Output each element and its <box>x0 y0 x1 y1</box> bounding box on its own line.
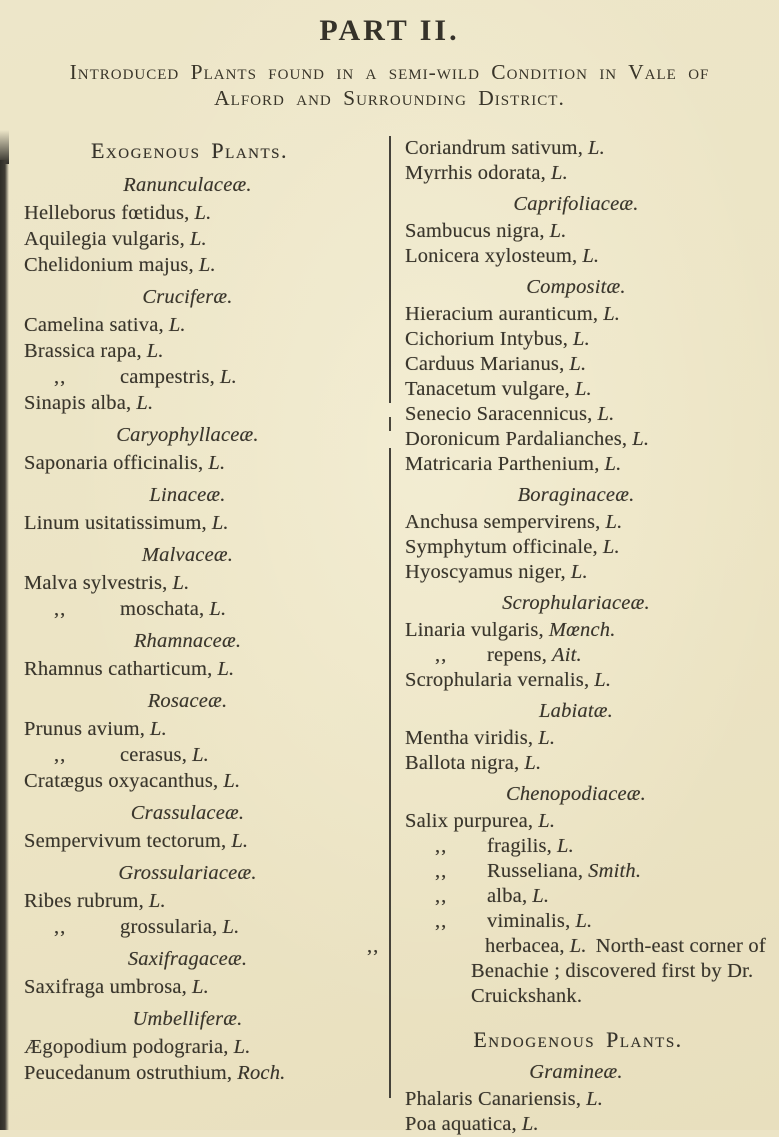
species-name: repens, <box>487 644 548 666</box>
species-authority: L. <box>521 1113 539 1135</box>
species-authority: L. <box>194 202 212 224</box>
species-entry <box>405 668 777 693</box>
species-entry <box>24 1034 381 1060</box>
species-authority: L. <box>604 453 622 475</box>
family-heading: Ranunculaceæ. <box>123 174 252 196</box>
family-heading: Scrophulariaceæ. <box>502 592 650 614</box>
species-authority: L. <box>538 810 556 832</box>
species-name: Myrrhis odorata, <box>405 162 546 184</box>
species-name: Aquilegia vulgaris, <box>24 228 185 250</box>
species-name: Chelidonium majus, <box>24 254 194 276</box>
species-name: Ribes rubrum, <box>24 890 144 912</box>
species-name: Tanacetum vulgare, <box>405 378 570 400</box>
species-authority: L. <box>172 572 190 594</box>
species-authority: L. <box>570 561 588 583</box>
ditto-mark: ,, <box>435 910 448 932</box>
species-name: Carduus Marianus, <box>405 353 565 375</box>
family-heading: Umbelliferæ. <box>132 1008 243 1030</box>
species-entry <box>24 742 381 768</box>
family-heading: Caprifoliaceæ. <box>513 193 639 215</box>
species-entry <box>405 377 777 402</box>
species-name: Brassica rapa, <box>24 340 142 362</box>
ditto-mark: ,, <box>54 598 67 620</box>
species-authority: Mœnch. <box>548 619 616 641</box>
species-entry <box>24 364 381 390</box>
family-heading: Crassulaceæ. <box>130 802 245 824</box>
group-heading: Endogenous Plants. <box>473 1027 683 1052</box>
species-name: Scrophularia vernalis, <box>405 669 590 691</box>
species-authority: L. <box>198 254 216 276</box>
species-entry <box>405 302 777 327</box>
species-authority: L. <box>223 770 241 792</box>
species-authority: L. <box>168 314 186 336</box>
species-name: Matricaria Parthenium, <box>405 453 600 475</box>
species-name: Sempervivum tectorum, <box>24 830 227 852</box>
species-authority: L. <box>569 935 587 957</box>
section-subtitle <box>0 59 779 111</box>
ditto-mark: ,, <box>367 935 380 957</box>
species-authority: L. <box>192 976 209 998</box>
species-name: Cratægus oxyacanthus, <box>24 770 219 792</box>
species-name: Phalaris Canariensis, <box>405 1088 582 1110</box>
species-authority: L. <box>632 428 650 450</box>
species-authority: L. <box>233 1036 251 1058</box>
family-heading: Rosaceæ. <box>147 690 228 712</box>
species-name: cerasus, <box>120 744 188 766</box>
family-heading: Cruciferæ. <box>142 286 233 308</box>
species-entry <box>24 656 381 682</box>
species-name: Symphytum officinale, <box>405 536 598 558</box>
species-entry <box>405 452 777 477</box>
species-name: Hyoscyamus niger, <box>405 561 566 583</box>
species-name: Rhamnus catharticum, <box>24 658 213 680</box>
species-authority: L. <box>208 452 226 474</box>
species-entry <box>24 828 381 854</box>
ditto-mark: ,, <box>435 835 448 857</box>
species-authority: L. <box>222 916 240 938</box>
species-entry <box>405 560 777 585</box>
species-name: grossularia, <box>120 916 218 938</box>
species-name: Ballota nigra, <box>405 752 520 774</box>
species-entry <box>24 974 381 1000</box>
species-authority: L. <box>136 392 154 414</box>
species-authority: L. <box>603 303 621 325</box>
species-name: herbacea, <box>485 935 565 957</box>
species-entry <box>24 596 381 622</box>
species-entry <box>405 352 777 377</box>
species-authority: L. <box>220 366 237 388</box>
family-heading: Labiatæ. <box>539 700 613 722</box>
species-note: North-east corner of Benachie ; discovered first by Dr. Cruickshank. <box>471 935 766 1007</box>
species-entry <box>24 312 381 338</box>
species-entry <box>24 914 381 940</box>
species-name: Russeliana, <box>487 860 584 882</box>
species-authority: L. <box>189 228 207 250</box>
species-authority: L. <box>573 328 590 350</box>
species-authority: L. <box>150 718 167 740</box>
species-authority: L. <box>538 727 556 749</box>
species-authority: L. <box>569 353 587 375</box>
species-entry <box>405 809 777 834</box>
species-authority: L. <box>574 378 592 400</box>
left-column <box>0 136 389 1137</box>
species-entry <box>405 244 777 269</box>
family-heading: Malvaceæ. <box>141 544 234 566</box>
species-name: moschata, <box>120 598 205 620</box>
species-name: Mentha viridis, <box>405 727 534 749</box>
species-name: Malva sylvestris, <box>24 572 168 594</box>
species-authority: L. <box>217 658 235 680</box>
species-authority: L. <box>211 512 229 534</box>
page-header <box>0 0 779 111</box>
two-column-plant-list <box>0 136 779 1137</box>
species-name: campestris, <box>120 366 215 388</box>
species-authority: L. <box>582 245 600 267</box>
species-entry <box>405 427 777 452</box>
species-entry <box>405 136 777 161</box>
species-name: Sinapis alba, <box>24 392 132 414</box>
species-authority: L. <box>597 403 615 425</box>
species-entry <box>405 859 777 884</box>
family-heading: Saxifragaceæ. <box>127 948 248 970</box>
species-name: Hieracium auranticum, <box>405 303 599 325</box>
species-entry <box>24 888 381 914</box>
species-entry <box>24 570 381 596</box>
species-entry <box>367 934 777 1009</box>
family-heading: Gramineæ. <box>529 1061 623 1083</box>
species-name: Lonicera xylosteum, <box>405 245 578 267</box>
subtitle-line-2: Alford and Surrounding District. <box>214 86 565 110</box>
species-authority: Roch. <box>237 1062 286 1084</box>
species-name: alba, <box>487 885 528 907</box>
species-entry <box>24 226 381 252</box>
species-entry <box>405 535 777 560</box>
species-entry <box>405 161 777 186</box>
species-name: Senecio Saracennicus, <box>405 403 593 425</box>
ditto-mark: ,, <box>54 744 67 766</box>
family-heading: Rhamnaceæ. <box>133 630 242 652</box>
species-entry <box>24 716 381 742</box>
group-heading: Exogenous Plants. <box>90 138 288 163</box>
species-name: Salix purpurea, <box>405 810 534 832</box>
species-authority: L. <box>550 162 568 184</box>
species-entry <box>405 884 777 909</box>
species-authority: L. <box>549 220 567 242</box>
species-name: Peucedanum ostruthium, <box>24 1062 233 1084</box>
species-authority: L. <box>146 340 164 362</box>
species-name: Saxifraga umbrosa, <box>24 976 187 998</box>
species-name: Helleborus fœtidus, <box>24 202 190 224</box>
species-entry <box>24 510 381 536</box>
species-authority: L. <box>192 744 209 766</box>
species-name: Doronicum Pardalianches, <box>405 428 628 450</box>
species-entry <box>405 643 777 668</box>
species-entry <box>405 510 777 535</box>
species-authority: L. <box>557 835 574 857</box>
family-heading: Grossulariaceæ. <box>118 862 257 884</box>
ditto-mark: ,, <box>54 366 67 388</box>
species-entry <box>24 200 381 226</box>
species-entry <box>405 1087 777 1112</box>
species-authority: L. <box>588 137 605 159</box>
species-name: Poa aquatica, <box>405 1113 517 1135</box>
species-entry <box>24 390 381 416</box>
species-entry <box>405 402 777 427</box>
species-name: Coriandrum sativum, <box>405 137 584 159</box>
subtitle-line-1: Introduced Plants found in a semi-wild Condition in Vale of <box>69 60 710 84</box>
right-column <box>367 136 779 1137</box>
species-name: Prunus avium, <box>24 718 146 740</box>
species-authority: L. <box>602 536 620 558</box>
family-heading: Chenopodiaceæ. <box>505 783 646 805</box>
species-entry <box>405 219 777 244</box>
species-authority: L. <box>532 885 550 907</box>
species-authority: Smith. <box>588 860 642 882</box>
species-entry <box>24 768 381 794</box>
species-authority: L. <box>575 910 593 932</box>
species-authority: Ait. <box>552 644 582 666</box>
species-entry <box>405 618 777 643</box>
family-heading: Linaceæ. <box>149 484 226 506</box>
species-authority: L. <box>594 669 612 691</box>
part-title: PART II. <box>319 14 460 47</box>
family-heading: Caryophyllaceæ. <box>116 424 259 446</box>
species-name: Linaria vulgaris, <box>405 619 544 641</box>
species-entry <box>405 726 777 751</box>
ditto-mark: ,, <box>435 860 448 882</box>
species-name: Cichorium Intybus, <box>405 328 569 350</box>
species-authority: L. <box>524 752 542 774</box>
family-heading: Compositæ. <box>526 276 626 298</box>
species-authority: L. <box>209 598 227 620</box>
ditto-mark: ,, <box>435 644 448 666</box>
species-name: Anchusa sempervirens, <box>405 511 601 533</box>
species-name: fragilis, <box>487 835 552 857</box>
species-entry <box>405 834 777 859</box>
species-entry <box>24 1060 381 1086</box>
species-authority: L. <box>586 1088 604 1110</box>
species-entry <box>405 327 777 352</box>
species-entry <box>405 751 777 776</box>
species-authority: L. <box>148 890 166 912</box>
ditto-mark: ,, <box>54 916 67 938</box>
species-entry <box>24 338 381 364</box>
species-entry <box>405 1112 777 1137</box>
family-heading: Boraginaceæ. <box>517 484 635 506</box>
species-name: Sambucus nigra, <box>405 220 545 242</box>
species-name: Linum usitatissimum, <box>24 512 207 534</box>
species-entry <box>24 252 381 278</box>
ditto-mark: ,, <box>435 885 448 907</box>
species-authority: L. <box>605 511 623 533</box>
species-name: Saponaria officinalis, <box>24 452 204 474</box>
species-entry <box>405 909 777 934</box>
species-name: viminalis, <box>487 910 571 932</box>
species-name: Camelina sativa, <box>24 314 164 336</box>
species-entry <box>24 450 381 476</box>
species-authority: L. <box>231 830 249 852</box>
species-name: Ægopodium podograria, <box>24 1036 229 1058</box>
